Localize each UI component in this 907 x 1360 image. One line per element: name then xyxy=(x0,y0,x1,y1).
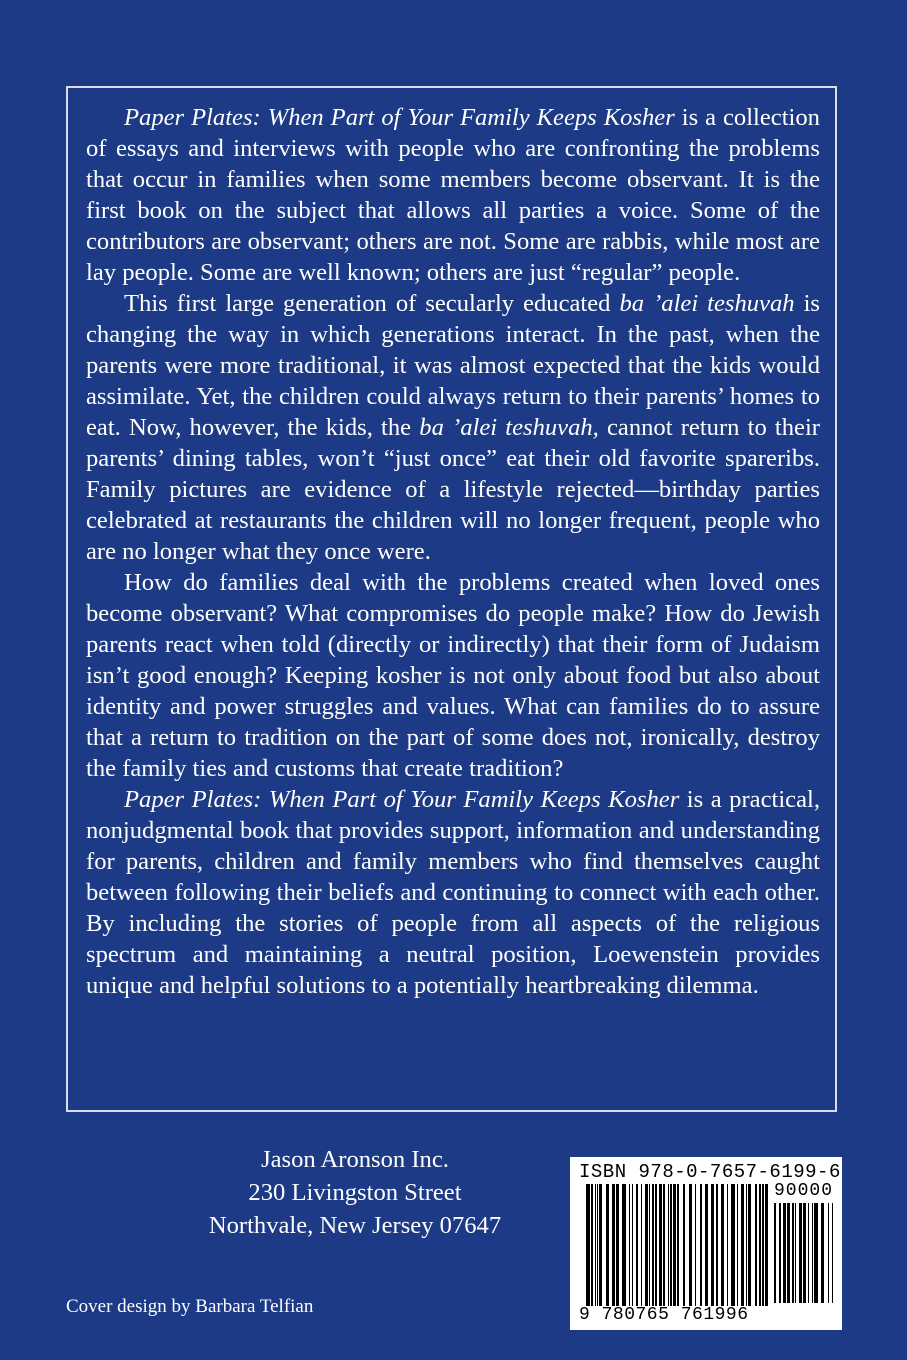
barcode-bar xyxy=(652,1184,654,1306)
barcode-bar xyxy=(821,1203,824,1303)
paragraph-text: is a collection of essays and interviews with people who are confronting the problems that occur in families when some members become observant. It is the first book on the subject that allows all parties a voice. Some of the contributors are observant; others are not. Some are rabbis, while most are lay people. Some are well known; others are just “regular” people. xyxy=(86,104,820,286)
barcode-bar xyxy=(748,1184,751,1306)
paragraph-text: is changing the way in which generations interact. In the past, when the parents were more traditional, it was almost expected that the kids would assimilate. Yet, the children could always return to their parents’ homes to eat. Now, however, the kids, the xyxy=(86,290,820,441)
barcode-bar xyxy=(673,1184,676,1306)
barcode-bar xyxy=(759,1184,761,1306)
barcode-bar xyxy=(812,1203,813,1303)
barcode-bar xyxy=(808,1203,809,1303)
publisher-name: Jason Aronson Inc. xyxy=(261,1146,449,1173)
barcode-bar xyxy=(727,1184,728,1306)
barcode-bar xyxy=(689,1184,692,1306)
barcode-bar xyxy=(828,1203,829,1303)
barcode-bar xyxy=(683,1184,685,1306)
back-cover-blurb xyxy=(86,102,820,1001)
price-addon-digits: 90000 xyxy=(774,1181,834,1201)
book-title-italic: Paper Plates: When Part of Your Family Keeps Kosher xyxy=(124,786,680,813)
barcode-bar xyxy=(755,1184,757,1306)
barcode-bar xyxy=(746,1184,747,1306)
barcode-bar xyxy=(716,1184,718,1306)
barcode-bar xyxy=(632,1184,633,1306)
barcode-bar xyxy=(659,1184,662,1306)
barcode-bar xyxy=(705,1184,708,1306)
barcode-bar xyxy=(762,1184,764,1306)
blurb-paragraph-4 xyxy=(86,784,820,1001)
barcode-bar xyxy=(783,1203,786,1303)
paragraph-text: is a practical, nonjudgmental book that provides support, information and understanding for parents, children and family members who find themselves caught between following their beliefs and continuing to connect with each other. By including the stories of people from all aspects of the religious spectrum and maintaining a neutral position, Loewenstein provides unique and helpful solutions to a potentially heartbreaking dilemma. xyxy=(86,786,820,999)
book-title-italic: Paper Plates: When Part of Your Family Keeps Kosher xyxy=(124,104,675,131)
barcode-bar xyxy=(787,1203,790,1303)
paragraph-text: cannot return to their parents’ dining tables, won’t “just once” eat their old favorite spareribs. Family pictures are evidence of a lifestyle rejected—birthday parties celebrated at restaurants the children will no longer frequent, people who are no longer what they once were. xyxy=(86,414,820,565)
barcode-bar xyxy=(649,1184,650,1306)
barcode-bar xyxy=(832,1203,833,1303)
barcode-bar xyxy=(799,1203,802,1303)
barcode-bar xyxy=(668,1184,669,1306)
publisher-address xyxy=(170,1143,540,1242)
cover-design-credit: Cover design by Barbara Telfian xyxy=(66,1296,314,1317)
barcode-bar xyxy=(663,1184,665,1306)
isbn-label: ISBN 978-0-7657-6199-6 xyxy=(579,1161,841,1183)
barcode-bar xyxy=(641,1184,642,1306)
publisher-city: Northvale, New Jersey 07647 xyxy=(208,1212,502,1239)
ean-digits: 9 780765 761996 xyxy=(579,1305,749,1325)
blurb-paragraph-1 xyxy=(86,102,820,288)
barcode-bar xyxy=(595,1184,596,1306)
barcode-bar xyxy=(695,1184,696,1306)
hebrew-term-italic: ba ’alei teshuvah, xyxy=(419,414,599,441)
blurb-paragraph-2 xyxy=(86,288,820,567)
barcode-bar xyxy=(814,1203,818,1303)
publisher-street: 230 Livingston Street xyxy=(248,1179,462,1206)
barcode-bar xyxy=(803,1203,806,1303)
barcode-bar xyxy=(629,1184,630,1306)
blurb-paragraph-3: How do families deal with the problems created when loved ones become observant? What compromises do people make? How do Jewish parents react when told (directly or indirectly) that their form of Judaism isn’t good enough? Keeping kosher is not only about food but also about identity and power struggles and values. What can families do to assure that a return to tradition on the part of some does not, ironically, destroy the family ties and customs that create tradition? xyxy=(86,569,820,782)
barcode-bar xyxy=(741,1184,744,1306)
barcode-bar xyxy=(677,1184,679,1306)
barcode-bar xyxy=(616,1184,619,1306)
barcode-bar xyxy=(737,1184,738,1306)
barcode-bar xyxy=(792,1203,794,1303)
barcode-bar xyxy=(586,1184,590,1306)
barcode-bar xyxy=(731,1184,735,1306)
barcode-bar xyxy=(591,1184,593,1306)
paragraph-text: This first large generation of secularly educated xyxy=(124,290,620,317)
barcode-bar xyxy=(655,1184,657,1306)
barcode-bar xyxy=(645,1184,648,1306)
barcode-bar xyxy=(721,1184,724,1306)
addon-barcode-bars xyxy=(774,1203,834,1303)
barcode-bar xyxy=(636,1184,638,1306)
barcode-bar xyxy=(599,1184,602,1306)
hebrew-term-italic: ba ’alei teshuvah xyxy=(619,290,795,317)
barcode-bar xyxy=(765,1184,768,1306)
barcode-bar xyxy=(622,1184,626,1306)
barcode-bar xyxy=(597,1184,598,1306)
barcode-bar xyxy=(711,1184,714,1306)
barcode-bar xyxy=(606,1184,609,1306)
ean-barcode-bars xyxy=(586,1184,770,1306)
barcode-bar xyxy=(779,1203,781,1303)
barcode-bar xyxy=(700,1184,702,1306)
barcode-bar xyxy=(795,1203,796,1303)
isbn-barcode xyxy=(570,1157,842,1330)
barcode-bar xyxy=(612,1184,615,1306)
barcode-bar xyxy=(774,1203,776,1303)
barcode-bar xyxy=(670,1184,672,1306)
